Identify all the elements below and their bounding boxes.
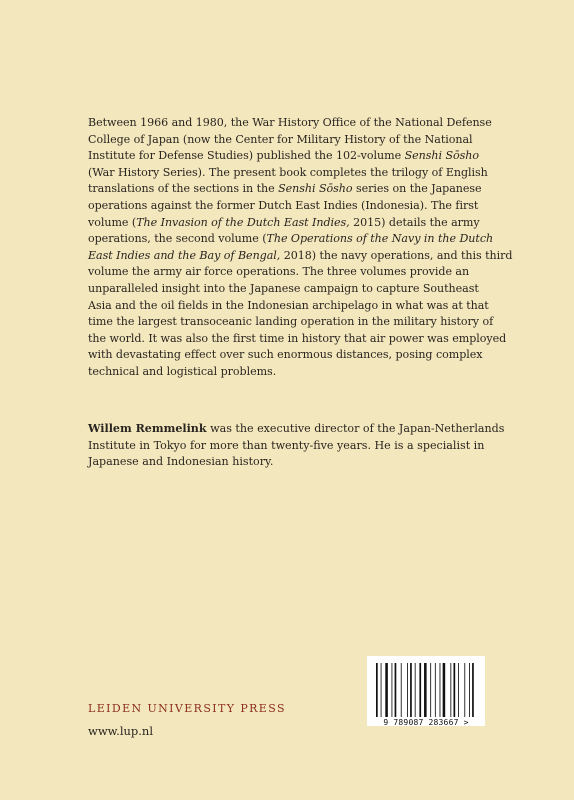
blurb-line — [88, 181, 488, 198]
series-title: Senshi Sōsho — [404, 149, 479, 163]
blurb-line: time the largest transoceanic landing operation in the military history of — [88, 315, 494, 329]
blurb-line — [88, 215, 488, 232]
publisher-name: LEIDEN UNIVERSITY PRESS — [88, 702, 286, 715]
series-title: Senshi Sōsho — [278, 182, 353, 196]
blurb-line: with devastating effect over such enormous distances, posing complex — [88, 348, 483, 362]
bio-text: was the executive director of the Japan-Netherlands — [206, 422, 505, 435]
volume1-title: The Invasion of the Dutch East Indies, — [136, 215, 350, 229]
bio-line: Institute in Tokyo for more than twenty-five years. He is a specialist in — [88, 438, 485, 452]
publisher-website: www.lup.nl — [88, 724, 154, 738]
blurb-line: technical and logistical problems. — [88, 364, 277, 378]
barcode-bars — [376, 663, 476, 717]
blurb-line: unparalleled insight into the Japanese campaign to capture Southeast — [88, 281, 479, 295]
blurb-line: College of Japan (now the Center for Military History of the National — [88, 132, 473, 146]
barcode — [367, 656, 485, 726]
blurb-text: volume ( — [88, 215, 137, 229]
blurb-line — [88, 231, 494, 248]
blurb-text: operations, the second volume ( — [88, 232, 267, 246]
blurb-line: Between 1966 and 1980, the War History Office of the National Defense — [88, 116, 492, 129]
bio-line: Japanese and Indonesian history. — [88, 455, 274, 469]
blurb-line — [88, 148, 488, 165]
blurb-line: operations against the former Dutch East Indies (Indonesia). The first — [88, 198, 479, 212]
blurb-text: series on the Japanese — [352, 182, 482, 196]
blurb-line: volume the army air force operations. The three volumes provide an — [88, 265, 470, 279]
blurb-text: 2018) the navy operations, and this third — [280, 248, 513, 262]
isbn-number: 9 789087 283667 > — [383, 718, 469, 727]
blurb-line: the world. It was also the first time in history that air power was employed — [88, 331, 507, 345]
bio-line — [88, 421, 505, 438]
blurb-text: Institute for Defense Studies) published the 102-volume — [88, 149, 405, 163]
blurb-text: 2015) details the army — [349, 215, 480, 229]
blurb-text: translations of the sections in the — [88, 182, 279, 196]
volume2-title-cont: East Indies and the Bay of Bengal, — [88, 248, 281, 262]
blurb-line: (War History Series). The present book completes the trilogy of English — [88, 165, 488, 179]
back-cover-blurb — [88, 115, 513, 381]
blurb-line — [88, 248, 513, 265]
blurb-line: Asia and the oil fields in the Indonesian archipelago in what was at that — [88, 298, 489, 312]
author-name: Willem Remmelink — [88, 422, 207, 435]
author-bio — [88, 421, 505, 471]
volume2-title: The Operations of the Navy in the Dutch — [266, 232, 494, 246]
